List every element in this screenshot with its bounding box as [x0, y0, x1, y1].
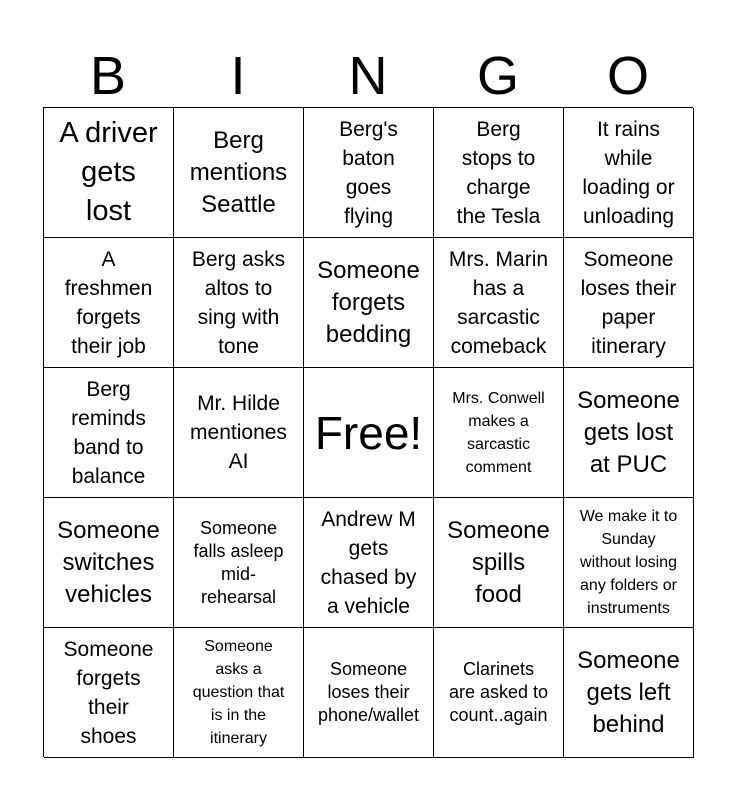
- cell-text: A driver gets lost: [59, 117, 158, 227]
- cell-text: It rains while loading or unloading: [582, 117, 675, 228]
- bingo-cell[interactable]: [564, 368, 694, 498]
- cell-text: Berg mentions Seattle: [189, 126, 288, 218]
- bingo-cell[interactable]: [44, 368, 174, 498]
- cell-text: Berg asks altos to sing with tone: [191, 247, 286, 358]
- cell-text: Berg stops to charge the Tesla: [456, 117, 541, 228]
- bingo-cell[interactable]: [564, 628, 694, 758]
- cell-text: Mrs. Conwell makes a sarcastic comment: [452, 389, 545, 476]
- bingo-cell[interactable]: [564, 498, 694, 628]
- bingo-cell[interactable]: [174, 368, 304, 498]
- cell-text: Mrs. Marin has a sarcastic comeback: [448, 247, 549, 358]
- bingo-cell[interactable]: [174, 238, 304, 368]
- bingo-cell[interactable]: [304, 628, 434, 758]
- header-letter-b: B: [89, 46, 127, 106]
- header-letter-n: N: [348, 46, 388, 106]
- cell-text: Someone forgets their shoes: [63, 637, 154, 748]
- cell-text: Someone loses their paper itinerary: [580, 247, 677, 358]
- bingo-cell[interactable]: [434, 238, 564, 368]
- bingo-cell[interactable]: [174, 108, 304, 238]
- cell-text: Someone gets left behind: [577, 646, 680, 738]
- cell-text: Someone gets lost at PUC: [577, 386, 680, 478]
- cell-text: Andrew M gets chased by a vehicle: [320, 507, 417, 618]
- bingo-cell[interactable]: [434, 628, 564, 758]
- bingo-cell[interactable]: [434, 108, 564, 238]
- cell-text: A freshmen forgets their job: [64, 247, 153, 358]
- cell-text: Someone falls asleep mid- rehearsal: [193, 517, 284, 607]
- cell-text: Berg reminds band to balance: [71, 377, 146, 488]
- cell-text: Someone forgets bedding: [317, 256, 420, 348]
- cell-text: Clarinets are asked to count..again: [448, 659, 549, 725]
- cell-text: Someone spills food: [447, 516, 550, 608]
- bingo-cell[interactable]: [174, 628, 304, 758]
- bingo-cell[interactable]: [564, 108, 694, 238]
- bingo-cell[interactable]: [564, 238, 694, 368]
- bingo-header: [43, 46, 693, 106]
- bingo-cell[interactable]: [304, 238, 434, 368]
- header-letter-o: O: [606, 46, 649, 106]
- cell-text: Someone loses their phone/wallet: [317, 659, 420, 725]
- bingo-cell[interactable]: [44, 238, 174, 368]
- bingo-cell[interactable]: [44, 108, 174, 238]
- cell-text: Berg's baton goes flying: [339, 117, 398, 228]
- free-space-text: Free!: [314, 406, 423, 459]
- cell-text: Someone switches vehicles: [57, 516, 160, 608]
- bingo-cell[interactable]: [174, 498, 304, 628]
- header-letter-i: I: [230, 46, 246, 106]
- bingo-cell[interactable]: [44, 628, 174, 758]
- bingo-cell[interactable]: [434, 498, 564, 628]
- bingo-cell[interactable]: [44, 498, 174, 628]
- bingo-cell[interactable]: [434, 368, 564, 498]
- cell-text: Someone asks a question that is in the itinerary: [192, 638, 285, 747]
- cell-text: We make it to Sunday without losing any folders or instruments: [579, 508, 678, 617]
- bingo-cell[interactable]: [304, 108, 434, 238]
- cell-text: Mr. Hilde mentiones AI: [190, 392, 287, 473]
- bingo-grid: [43, 107, 693, 757]
- free-space-cell[interactable]: [304, 368, 434, 498]
- header-letter-g: G: [476, 46, 519, 106]
- bingo-cell[interactable]: [304, 498, 434, 628]
